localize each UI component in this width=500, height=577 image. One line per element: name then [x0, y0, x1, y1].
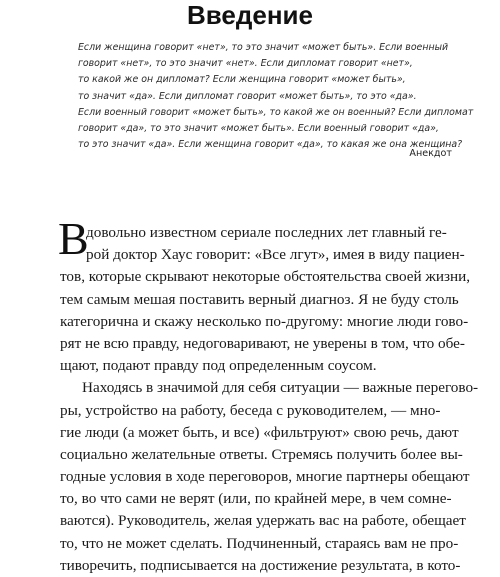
body-line: рой доктор Хаус говорит: «Все лгут», имея в виду пациен- [86, 246, 465, 264]
body-line: то, что не может сделать. Подчиненный, стараясь вам не про- [60, 534, 459, 552]
epigraph-line: Если женщина говорит «нет», то это значит «может быть». Если военный [78, 42, 449, 53]
body-line: то, во что сами не верят (или, по крайней мере, в чем сомне- [60, 490, 452, 508]
body-line: тем самым мешая поставить верный диагноз. Я не буду столь [60, 290, 459, 308]
body-line: ваются). Руководитель, желая удержать вас на работе, обещает [60, 512, 466, 530]
epigraph-attribution: Анекдот [409, 148, 452, 159]
epigraph-line: Если военный говорит «может быть», то какой же он военный? Если дипломат [78, 106, 474, 118]
body-text [60, 222, 479, 577]
epigraph-line: то какой же он дипломат? Если женщина говорит «может быть», [78, 74, 406, 86]
epigraph-line: говорит «да», то это значит «может быть». Если военный говорит «да», [78, 123, 439, 135]
body-line: щают, подают правду под определенным соусом. [60, 357, 377, 375]
body-line: тиворечить, подписывается на достижение результата, в кото- [60, 556, 461, 574]
body-line: годные условия в ходе переговоров, многие партнеры обещают [60, 468, 470, 486]
body-line: рят не всю правду, недоговаривают, не уверены в том, что обе- [60, 334, 465, 352]
epigraph [78, 40, 474, 153]
epigraph-line: то значит «да». Если дипломат говорит «может быть», то это «да». [78, 90, 417, 102]
body-line: социально желательные ответы. Стремясь получить более вы- [60, 445, 463, 463]
body-line: ры, устройство на работу, беседа с руководителем, — мно- [60, 401, 441, 419]
body-line: гие люди (а может быть, и все) «фильтруют» свою речь, дают [60, 423, 459, 441]
body-line: Находясь в значимой для себя ситуации — важные перегово- [82, 379, 479, 397]
epigraph-line: говорит «нет», то это значит «нет». Если дипломат говорит «нет», [78, 58, 413, 70]
chapter-heading: Введение [187, 0, 313, 30]
body-line: категорична и скажу несколько по-другому: многие люди гово- [60, 312, 469, 330]
drop-cap: В [58, 213, 89, 264]
body-line: тов, которые скрывают некоторые обстоятельства своей жизни, [60, 268, 471, 286]
epigraph-line: то это значит «да». Если женщина говорит «да», то какая же она женщина? [78, 139, 463, 151]
body-line: довольно известном сериале последних лет главный ге- [86, 224, 447, 241]
